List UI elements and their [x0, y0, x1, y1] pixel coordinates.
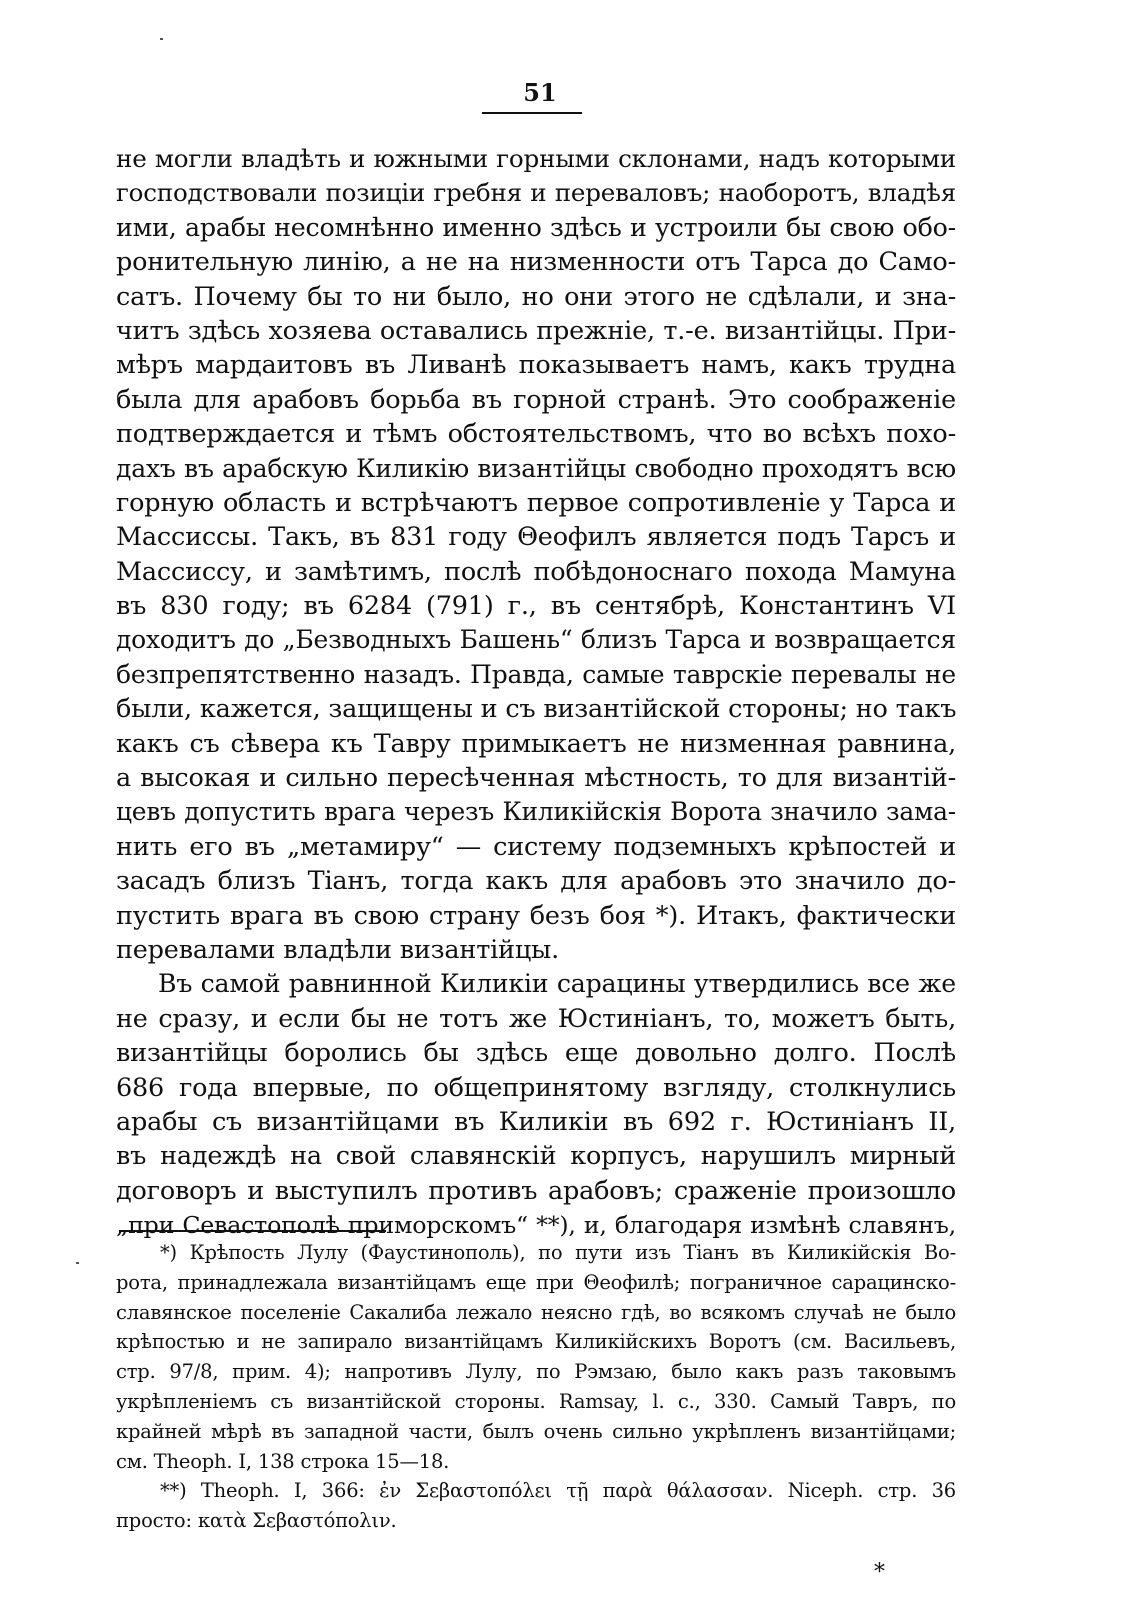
footnote-line: рота, принадлежала византійцамъ еще при Θеофилѣ; пограничное сарацинско- — [116, 1270, 956, 1294]
text-line: пустить врага въ свою страну безъ боя *). Итакъ, фактически — [116, 900, 956, 931]
text-line: безпрепятственно назадъ. Правда, самые таврскіе перевалы не — [116, 659, 956, 689]
text-line: „при Севастополѣ приморскомъ“ **), и, благодаря измѣнѣ славянъ, — [116, 1211, 956, 1240]
footnote-line: укрѣпленіемъ съ византійской стороны. Ramsay, l. c., 330. Самый Тавръ, по — [116, 1389, 956, 1413]
text-line: была для арабовъ борьба въ горной странѣ. Это соображеніе — [116, 384, 956, 415]
footnote-line: просто: κατὰ Σεβαστόπολιν. — [116, 1509, 397, 1533]
text-line: въ надеждѣ на свой славянскій корпусъ, нарушилъ мирный — [116, 1141, 956, 1172]
page-number-rule — [482, 112, 582, 114]
text-line: Массиссу, и замѣтимъ, послѣ побѣдоноснаго похода Мамуна — [116, 556, 956, 587]
text-line: сатъ. Почему бы то ни было, но они этого не сдѣлали, и зна- — [116, 281, 956, 312]
text-line: арабы съ византійцами въ Киликіи въ 692 г. Юстиніанъ II, — [116, 1106, 956, 1137]
text-line: подтверждается и тѣмъ обстоятельствомъ, что во всѣхъ похо- — [116, 419, 956, 450]
footnote-rule — [119, 1230, 386, 1232]
text-line: 686 года впервые, по общепринятому взгляду, столкнулись — [116, 1072, 956, 1103]
text-line: были, кажется, защищены и съ византійской стороны; но такъ — [116, 694, 957, 725]
text-line: а высокая и сильно пересѣченная мѣстность, то для византій- — [116, 763, 956, 794]
text-line: горную область и встрѣчаютъ первое сопротивленіе у Тарса и — [116, 487, 956, 518]
text-line: читъ здѣсь хозяева оставались прежніе, т.-е. византійцы. При- — [116, 315, 956, 346]
text-line: доходитъ до „Безводныхъ Башень“ близъ Тарса и возвращается — [116, 625, 956, 655]
footnote-line: *) Крѣпость Лулу (Фаустинополь), по пути изъ Тіанъ въ Киликійскія Во- — [160, 1241, 956, 1264]
scan-speck — [76, 1262, 79, 1264]
text-line: договоръ и выступилъ противъ арабовъ; сраженіе произошло — [116, 1175, 956, 1206]
footnote-line: крайней мѣрѣ въ западной части, былъ очень сильно укрѣпленъ византійцами; — [116, 1419, 956, 1443]
page-number: 51 — [523, 78, 557, 107]
footnotes — [116, 1238, 956, 1536]
main-text — [116, 142, 956, 1243]
text-line: Массиссы. Такъ, въ 831 году Θеофилъ является подъ Тарсъ и — [116, 522, 956, 553]
text-line: мѣръ мардаитовъ въ Ливанѣ показываетъ намъ, какъ трудна — [116, 350, 956, 381]
text-line: дахъ въ арабскую Киликію византійцы свободно проходятъ всю — [116, 453, 956, 483]
footnote-line: стр. 97/8, прим. 4); напротивъ Лулу, по Рэмзаю, было какъ разъ таковымъ — [116, 1360, 956, 1384]
footnote-line: славянское поселеніе Сакалиба лежало неясно гдѣ, во всякомъ случаѣ не было — [116, 1300, 956, 1324]
footnote-line: крѣпостью и не запирало византійцамъ Киликійскихъ Воротъ (см. Васильевъ, — [116, 1330, 956, 1354]
text-line: ими, арабы несомнѣнно именно здѣсь и устроили бы свою обо- — [116, 212, 956, 242]
text-line: византійцы боролись бы здѣсь еще довольно долго. Послѣ — [116, 1038, 956, 1069]
footnote-line: см. Theoph. I, 138 строка 15—18. — [116, 1449, 450, 1473]
text-line: господствовали позиціи гребня и переваловъ; наоборотъ, владѣя — [116, 178, 956, 208]
text-line: Въ самой равнинной Киликіи сарацины утвердились все же — [158, 969, 956, 999]
text-line: ронительную линію, а не на низменности отъ Тарса до Само- — [116, 247, 956, 278]
text-line: какъ съ сѣвера къ Тавру примыкаетъ не низменная равнина, — [116, 728, 956, 759]
text-line: не сразу, и если бы не тотъ же Юстиніанъ, то, можетъ быть, — [116, 1003, 956, 1034]
text-line: цевъ допустить врага черезъ Киликійскія Ворота значило зама- — [116, 797, 956, 827]
text-line: перевалами владѣли византійцы. — [116, 934, 560, 965]
text-line: нить его въ „метамиру“ — систему подземныхъ крѣпостей и — [116, 831, 956, 862]
text-line: въ 830 году; въ 6284 (791) г., въ сентябрѣ, Константинъ VI — [116, 591, 956, 622]
scan-speck — [160, 38, 163, 40]
text-line: не могли владѣть и южными горными склонами, надъ которыми — [116, 144, 956, 173]
footnote-line: **) Theoph. I, 366: ἐν Σεβαστοπόλει τῇ παρὰ θάλασσαν. Niceph. стр. 36 — [160, 1479, 956, 1503]
text-line: засадъ близъ Тіанъ, тогда какъ для арабовъ это значило до- — [116, 866, 956, 897]
signature-mark: * — [874, 1560, 885, 1585]
